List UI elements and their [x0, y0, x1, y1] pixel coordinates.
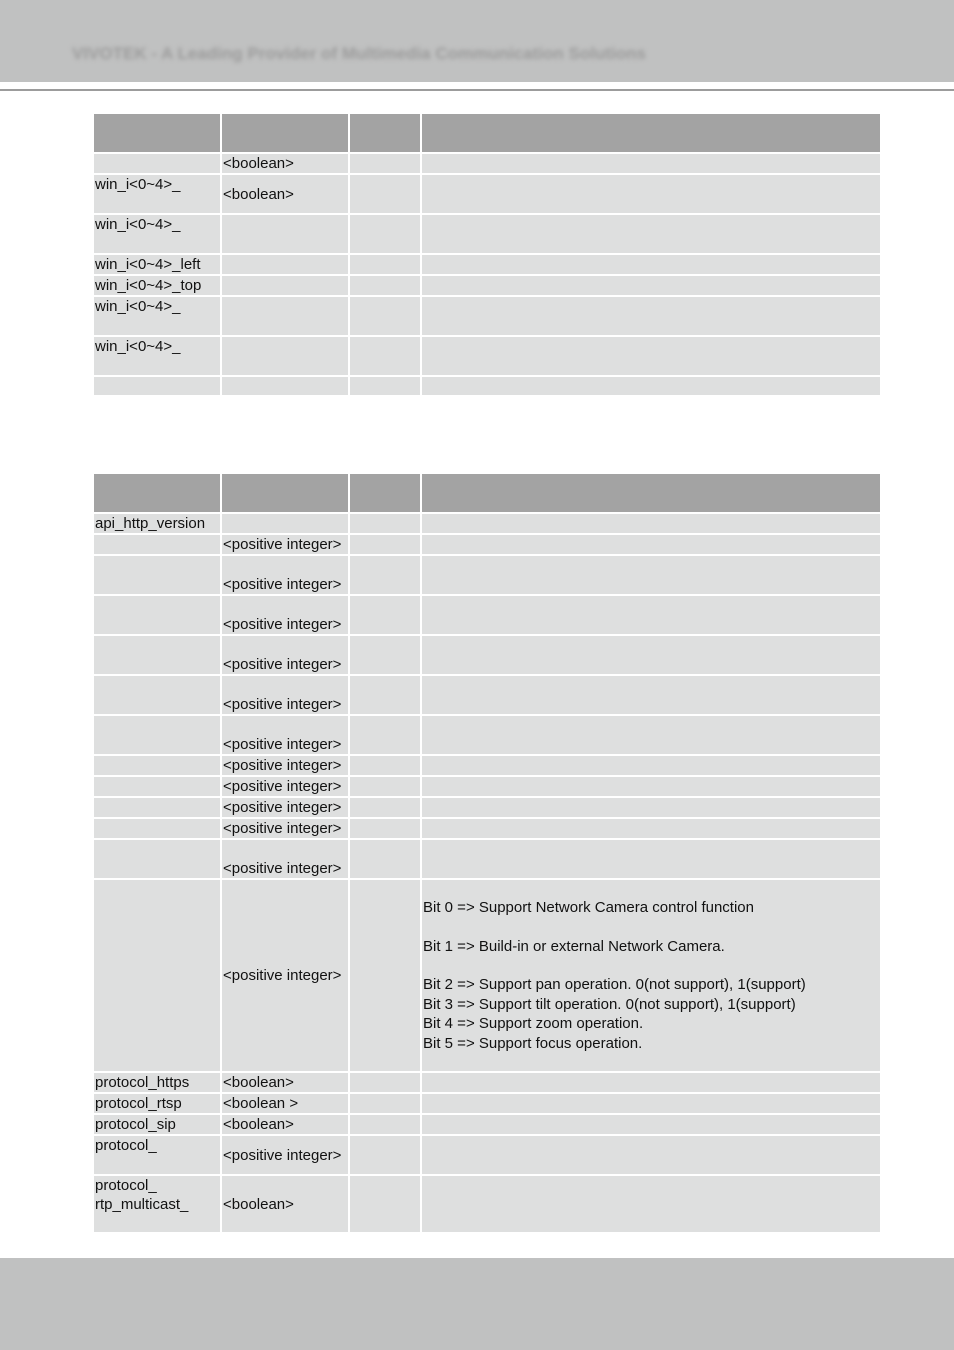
security-cell — [350, 556, 420, 596]
table-row — [94, 556, 880, 596]
param-value — [222, 337, 348, 377]
page-header-band — [0, 0, 954, 82]
bit-2-text: Bit 2 => Support pan operation. 0(not support), 1(support) — [423, 976, 806, 993]
table-header-row — [94, 114, 880, 154]
security-cell — [350, 1094, 420, 1115]
header-cell — [222, 114, 348, 154]
param-value — [222, 377, 348, 397]
description-cell — [422, 154, 880, 175]
param-value — [222, 276, 348, 297]
bit-0-text: Bit 0 => Support Network Camera control function — [423, 899, 754, 916]
param-value: <positive integer> — [222, 840, 348, 880]
param-value: <boolean> — [222, 1073, 348, 1094]
security-cell — [350, 514, 420, 535]
description-cell — [422, 556, 880, 596]
table-row — [94, 377, 880, 397]
table-row — [94, 716, 880, 756]
security-cell — [350, 1073, 420, 1094]
security-cell — [350, 756, 420, 777]
param-name — [94, 777, 220, 798]
param-value: <positive integer> — [222, 676, 348, 716]
table-row — [94, 636, 880, 676]
param-name: protocol_https — [94, 1073, 220, 1094]
security-cell — [350, 798, 420, 819]
spacer — [423, 918, 879, 937]
spacer — [423, 956, 879, 975]
table-row — [94, 840, 880, 880]
bit-5-text: Bit 5 => Support focus operation. — [423, 1034, 643, 1052]
param-name — [94, 819, 220, 840]
security-cell — [350, 716, 420, 756]
param-value: <positive integer> — [222, 636, 348, 676]
param-name — [94, 596, 220, 636]
param-value: <positive integer> — [222, 716, 348, 756]
description-cell — [422, 756, 880, 777]
security-cell — [350, 535, 420, 556]
description-cell — [422, 297, 880, 337]
param-name — [94, 636, 220, 676]
security-cell — [350, 154, 420, 175]
security-cell — [350, 819, 420, 840]
table-row — [94, 1176, 880, 1234]
description-cell — [422, 1176, 880, 1234]
param-name: win_i<0~4>_top — [94, 276, 220, 297]
param-name — [94, 716, 220, 756]
description-cell — [422, 1136, 880, 1176]
parameter-table-1 — [92, 114, 882, 397]
param-value: <boolean> — [222, 1176, 348, 1234]
param-name — [94, 798, 220, 819]
description-cell — [422, 676, 880, 716]
param-value: <boolean> — [222, 154, 348, 175]
security-cell — [350, 840, 420, 880]
table-row — [94, 337, 880, 377]
table-row — [94, 777, 880, 798]
table-row — [94, 297, 880, 337]
param-value: <positive integer> — [222, 756, 348, 777]
param-value: <positive integer> — [222, 880, 348, 1073]
description-cell — [422, 716, 880, 756]
description-cell — [422, 215, 880, 255]
table-row — [94, 514, 880, 535]
table-row — [94, 819, 880, 840]
table-row — [94, 756, 880, 777]
security-cell — [350, 276, 420, 297]
param-value — [222, 215, 348, 255]
param-value — [222, 297, 348, 337]
description-cell — [422, 276, 880, 297]
param-name: win_i<0~4>_ — [94, 337, 220, 377]
header-cell — [350, 114, 420, 154]
param-value: <positive integer> — [222, 596, 348, 636]
table-row — [94, 1115, 880, 1136]
security-cell — [350, 676, 420, 716]
security-cell — [350, 1136, 420, 1176]
param-name: protocol_rtsp — [94, 1094, 220, 1115]
description-cell — [422, 819, 880, 840]
param-name: protocol_ — [95, 1177, 157, 1194]
table-row — [94, 1136, 880, 1176]
description-cell — [422, 798, 880, 819]
param-value — [222, 255, 348, 276]
table-row — [94, 798, 880, 819]
description-cell — [422, 535, 880, 556]
param-name — [94, 880, 220, 1073]
header-cell — [350, 474, 420, 514]
bit-3-text: Bit 3 => Support tilt operation. 0(not support), 1(support) — [423, 995, 796, 1013]
param-name: protocol_ — [94, 1136, 220, 1176]
param-name: win_i<0~4>_ — [94, 175, 220, 215]
param-value: <positive integer> — [222, 1136, 348, 1176]
param-value: <boolean> — [222, 1115, 348, 1136]
security-cell — [350, 377, 420, 397]
description-cell — [422, 514, 880, 535]
security-cell — [350, 596, 420, 636]
param-name — [94, 377, 220, 397]
param-name — [94, 840, 220, 880]
param-value: <positive integer> — [222, 798, 348, 819]
header-cell — [94, 114, 220, 154]
param-value: <boolean > — [222, 1094, 348, 1115]
bit-1-text: Bit 1 => Build-in or external Network Camera. — [423, 937, 725, 955]
description-cell — [422, 337, 880, 377]
table-row — [94, 596, 880, 636]
table-row — [94, 255, 880, 276]
security-cell — [350, 880, 420, 1073]
table-row — [94, 154, 880, 175]
security-cell — [350, 255, 420, 276]
security-cell — [350, 777, 420, 798]
description-cell — [422, 1115, 880, 1136]
param-name: protocol_sip — [94, 1115, 220, 1136]
param-name — [94, 535, 220, 556]
description-cell — [422, 880, 880, 1073]
table-row — [94, 276, 880, 297]
param-value: <positive integer> — [222, 556, 348, 596]
param-name — [94, 676, 220, 716]
security-cell — [350, 175, 420, 215]
security-cell — [350, 636, 420, 676]
param-name: win_i<0~4>_ — [94, 215, 220, 255]
security-cell — [350, 297, 420, 337]
description-cell — [422, 596, 880, 636]
table-row — [94, 175, 880, 215]
header-cell — [422, 474, 880, 514]
security-cell — [350, 1176, 420, 1234]
description-cell — [422, 1094, 880, 1115]
header-divider — [0, 89, 954, 91]
description-cell — [422, 777, 880, 798]
param-name: win_i<0~4>_left — [94, 255, 220, 276]
security-cell — [350, 337, 420, 377]
parameter-table-2 — [92, 474, 882, 1234]
description-cell — [422, 636, 880, 676]
param-name: api_http_version — [94, 514, 220, 535]
table-row — [94, 1073, 880, 1094]
param-name-cell — [94, 1176, 220, 1234]
param-name — [94, 756, 220, 777]
bit-description-list — [423, 898, 879, 1053]
header-cell — [222, 474, 348, 514]
description-cell — [422, 840, 880, 880]
table-row — [94, 215, 880, 255]
table-row — [94, 535, 880, 556]
param-value: <positive integer> — [222, 535, 348, 556]
security-cell — [350, 215, 420, 255]
description-cell — [422, 175, 880, 215]
param-value: <positive integer> — [222, 777, 348, 798]
header-cell — [422, 114, 880, 154]
description-cell — [422, 255, 880, 276]
header-tagline: VIVOTEK - A Leading Provider of Multimedia Communication Solutions — [72, 44, 646, 63]
description-cell — [422, 1073, 880, 1094]
param-value: <boolean> — [222, 175, 348, 215]
page-footer-band — [0, 1258, 954, 1350]
param-value: <positive integer> — [222, 819, 348, 840]
header-cell — [94, 474, 220, 514]
table-row — [94, 1094, 880, 1115]
table-row — [94, 880, 880, 1073]
description-cell — [422, 377, 880, 397]
param-name — [94, 556, 220, 596]
bit-4-text: Bit 4 => Support zoom operation. — [423, 1015, 644, 1032]
param-name-line-2: rtp_multicast_ — [95, 1196, 189, 1213]
param-name — [94, 154, 220, 175]
param-value — [222, 514, 348, 535]
table-header-row — [94, 474, 880, 514]
table-row — [94, 676, 880, 716]
param-name: win_i<0~4>_ — [94, 297, 220, 337]
security-cell — [350, 1115, 420, 1136]
